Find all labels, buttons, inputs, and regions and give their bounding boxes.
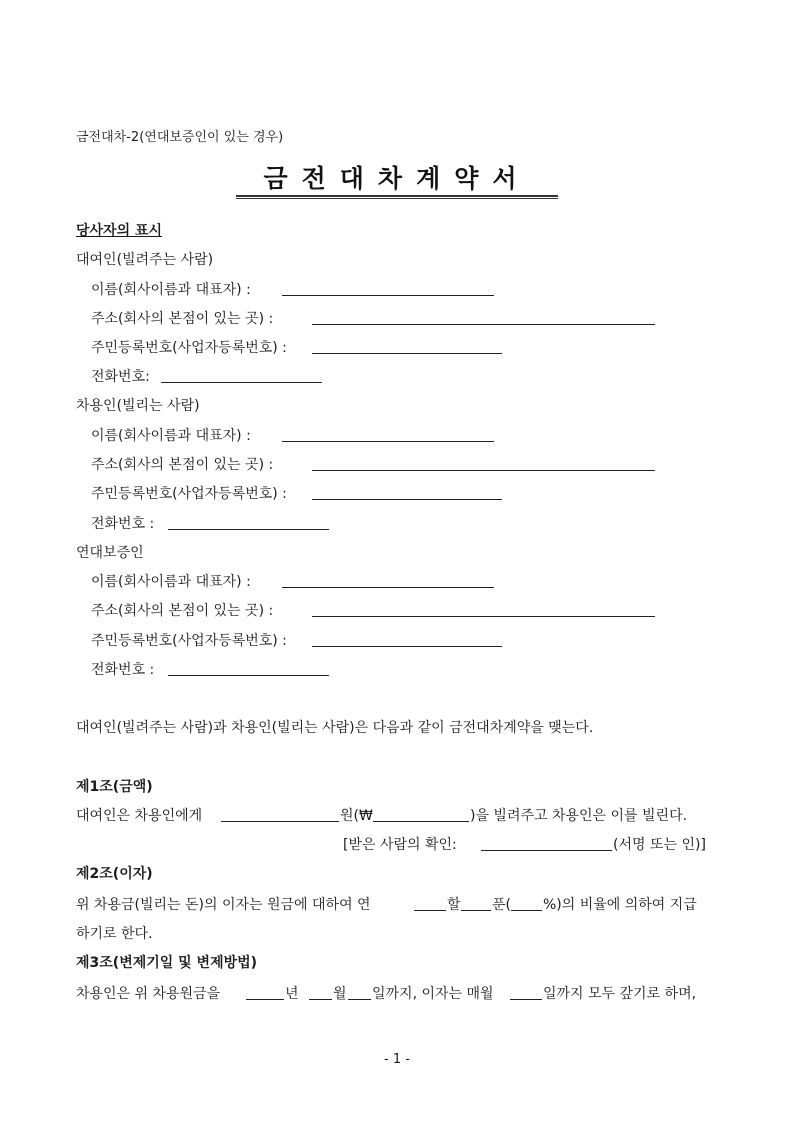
guarantor-address-label: 주소(회사의 본점이 있는 곳) :: [91, 603, 274, 619]
article3-text-c: 월: [333, 986, 347, 1002]
loan-amount-field[interactable]: [221, 806, 339, 822]
article3-heading: 제3조(변제기일 및 변제방법): [76, 955, 258, 971]
lender-phone-field[interactable]: [161, 367, 322, 383]
form-code: 금전대차-2(연대보증인이 있는 경우): [76, 130, 284, 145]
receipt-signature-field[interactable]: [481, 835, 612, 851]
parties-heading: 당사자의 표시: [76, 223, 163, 239]
borrower-phone-field[interactable]: [168, 514, 329, 530]
lender-id-label: 주민등록번호(사업자등록번호) :: [91, 340, 287, 356]
receipt-confirm-label: [받은 사람의 확인:: [343, 837, 457, 853]
interest-pun-field[interactable]: [461, 895, 491, 911]
document-title: 금전대차계약서: [263, 164, 531, 193]
guarantor-id-field[interactable]: [312, 631, 502, 647]
borrower-name-field[interactable]: [282, 426, 494, 442]
lender-name-label: 이름(회사이름과 대표자) :: [91, 282, 251, 298]
borrower-id-field[interactable]: [312, 484, 502, 500]
borrower-name-label: 이름(회사이름과 대표자) :: [91, 428, 251, 444]
article3-text-d: 일까지, 이자는 매월: [372, 986, 494, 1002]
borrower-address-label: 주소(회사의 본점이 있는 곳) :: [91, 457, 274, 473]
article3-text-b: 년: [285, 986, 299, 1002]
lender-address-label: 주소(회사의 본점이 있는 곳) :: [91, 311, 274, 327]
page-number: - 1 -: [384, 1052, 410, 1067]
article3-text-a: 차용인은 위 차용원금을: [76, 986, 221, 1002]
guarantor-phone-field[interactable]: [168, 660, 329, 676]
repay-year-field[interactable]: [246, 984, 284, 1000]
borrower-id-label: 주민등록번호(사업자등록번호) :: [91, 486, 287, 502]
article2-heading: 제2조(이자): [76, 866, 153, 882]
repay-day-field[interactable]: [348, 984, 371, 1000]
guarantor-id-label: 주민등록번호(사업자등록번호) :: [91, 633, 287, 649]
interest-hal-field[interactable]: [414, 895, 446, 911]
interest-percent-field[interactable]: [511, 895, 542, 911]
guarantor-heading: 연대보증인: [76, 545, 144, 561]
lender-phone-label: 전화번호:: [91, 369, 150, 385]
article3-text-e: 일까지 모두 갚기로 하며,: [543, 986, 697, 1002]
title-rule: [236, 195, 558, 197]
guarantor-phone-label: 전화번호 :: [91, 662, 155, 678]
article1-text-b: 원(₩: [340, 808, 373, 824]
guarantor-name-label: 이름(회사이름과 대표자) :: [91, 574, 251, 590]
receipt-confirm-suffix: (서명 또는 인)]: [613, 837, 706, 853]
article1-heading: 제1조(금액): [76, 779, 153, 795]
article2-text-a: 위 차용금(빌리는 돈)의 이자는 원금에 대하여 연: [76, 897, 371, 913]
repay-month-field[interactable]: [309, 984, 332, 1000]
intro-sentence: 대여인(빌려주는 사람)과 차용인(빌리는 사람)은 다음과 같이 금전대차계약을 맺는다.: [76, 720, 594, 736]
borrower-phone-label: 전화번호 :: [91, 516, 155, 532]
article1-text-c: )을 빌려주고 차용인은 이를 빌린다.: [470, 808, 688, 824]
guarantor-address-field[interactable]: [312, 601, 655, 617]
interest-day-field[interactable]: [510, 984, 542, 1000]
article1-text-a: 대여인은 차용인에게: [76, 808, 203, 824]
lender-address-field[interactable]: [312, 309, 655, 325]
borrower-address-field[interactable]: [312, 455, 655, 471]
loan-amount-numeric-field[interactable]: [373, 806, 469, 822]
article2-text-b: 할: [447, 897, 461, 913]
lender-heading: 대여인(빌려주는 사람): [76, 252, 214, 268]
borrower-heading: 차용인(빌리는 사람): [76, 398, 200, 414]
article2-text-d: %)의 비율에 의하여 지급: [543, 897, 697, 913]
article2-text-line2: 하기로 한다.: [76, 926, 153, 942]
lender-name-row: [91, 280, 251, 300]
title-rule-thin: [236, 198, 558, 199]
lender-name-field[interactable]: [282, 280, 494, 296]
guarantor-name-field[interactable]: [282, 572, 494, 588]
lender-id-field[interactable]: [312, 338, 502, 354]
article2-text-c: 푼(: [492, 897, 511, 913]
